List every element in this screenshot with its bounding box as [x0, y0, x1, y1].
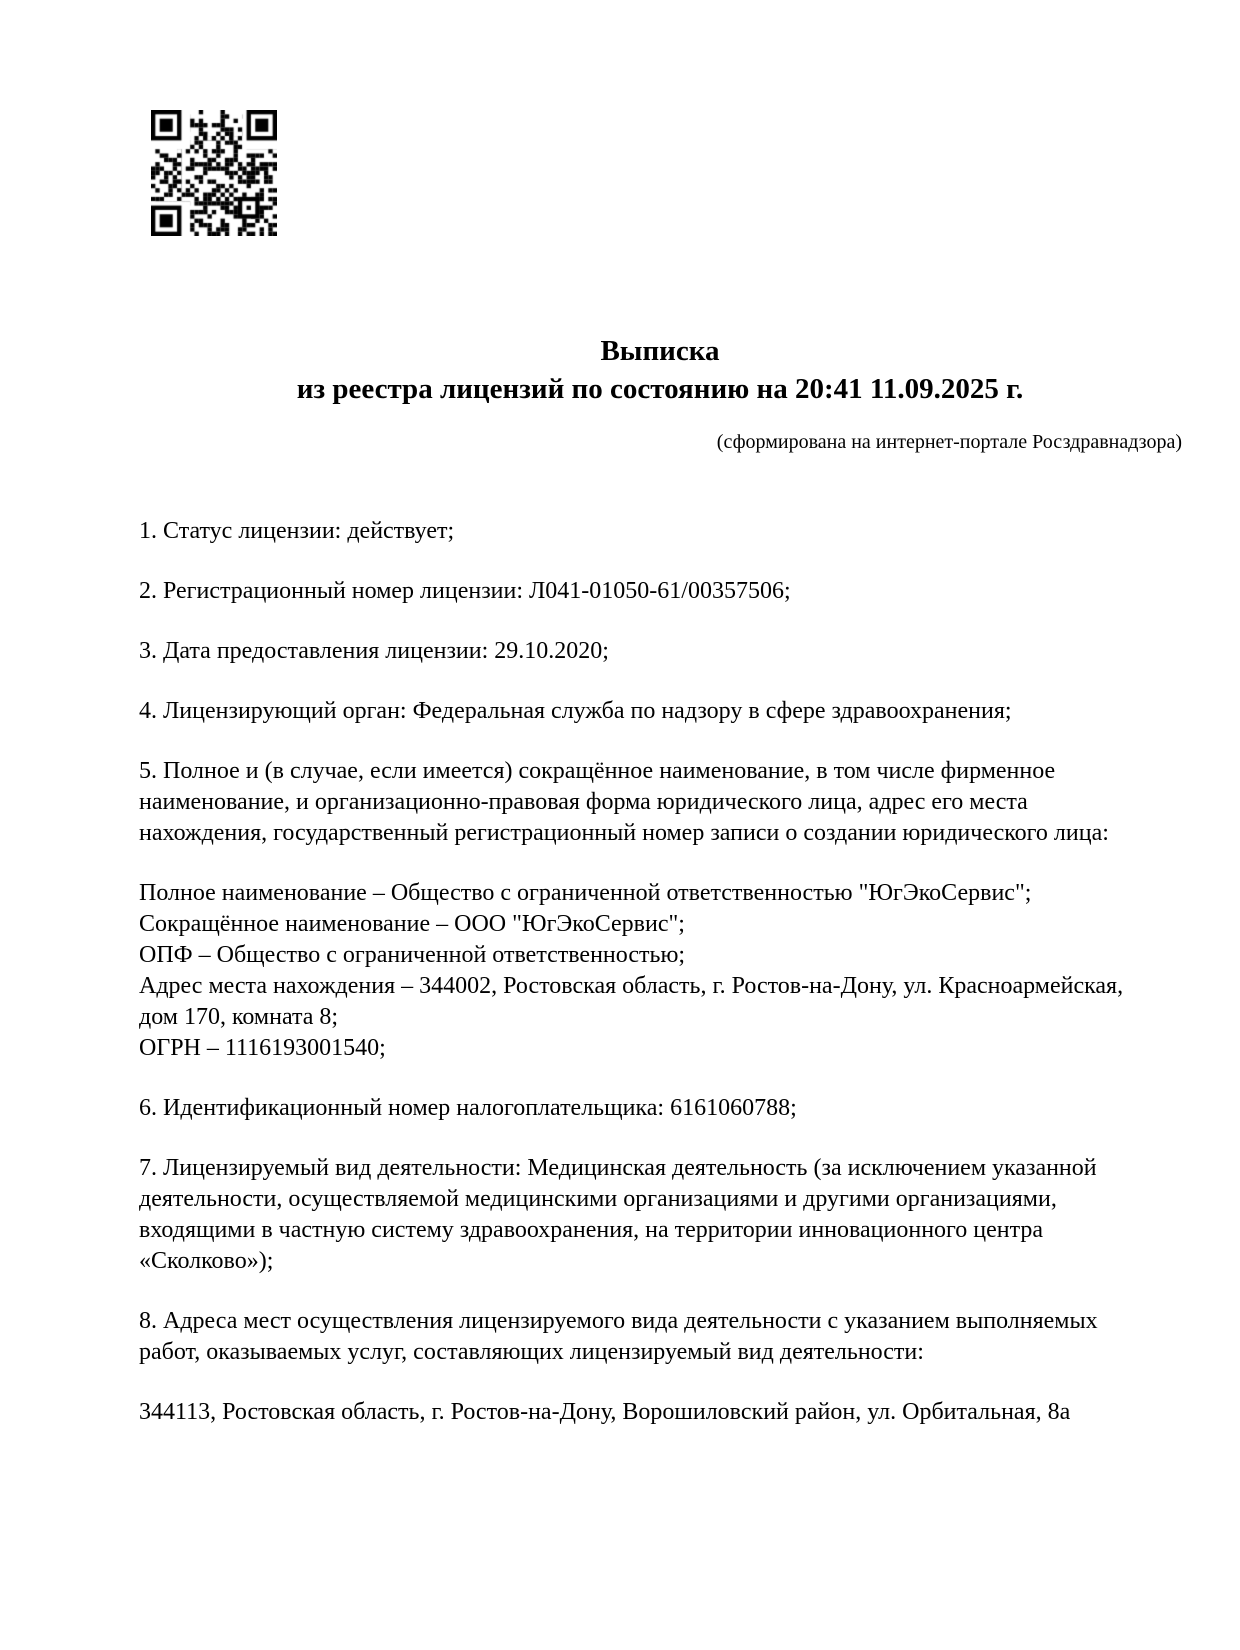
item-5-legal-entity-details [139, 878, 1201, 1064]
item-3-grant-date [139, 636, 1201, 667]
item-6-taxpayer-number [139, 1093, 1201, 1124]
text-line: Сокращённое наименование – ООО "ЮгЭкоСервис"; [139, 911, 685, 937]
text-line: дом 170, комната 8; [139, 1004, 339, 1030]
item-8-activity-addresses-heading [139, 1306, 1201, 1368]
text-line: Полное наименование – Общество с ограниченной ответственностью "ЮгЭкоСервис"; [139, 880, 1032, 906]
text-line: ОГРН – 1116193001540; [139, 1035, 386, 1061]
text-line: 1. Статус лицензии: действует; [139, 518, 455, 544]
item-7-licensed-activity [139, 1153, 1201, 1277]
text-line: 4. Лицензирующий орган: Федеральная служба по надзору в сфере здравоохранения; [139, 698, 1012, 724]
text-line: работ, оказываемых услуг, составляющих лицензируемый вид деятельности: [139, 1339, 924, 1365]
text-line: 3. Дата предоставления лицензии: 29.10.2020; [139, 638, 609, 664]
text-line: 7. Лицензируемый вид деятельности: Медицинская деятельность (за исключением указанной [139, 1155, 1097, 1181]
text-line: 5. Полное и (в случае, если имеется) сокращённое наименование, в том числе фирменное [139, 758, 1056, 784]
text-line: 8. Адреса мест осуществления лицензируемого вида деятельности с указанием выполняемых [139, 1308, 1098, 1334]
text-line: ОПФ – Общество с ограниченной ответственностью; [139, 942, 686, 968]
document-title [140, 332, 1180, 408]
qr-code-icon [151, 110, 277, 236]
item-1-license-status [139, 516, 1201, 547]
document-title-line2: из реестра лицензий по состоянию на 20:41 11.09.2025 г. [296, 373, 1024, 405]
text-line: 2. Регистрационный номер лицензии: Л041-01050-61/00357506; [139, 578, 791, 604]
item-8-activity-address [139, 1397, 1201, 1428]
text-line: 6. Идентификационный номер налогоплательщика: 6161060788; [139, 1095, 797, 1121]
text-line: 344113, Ростовская область, г. Ростов-на-Дону, Ворошиловский район, ул. Орбитальная, 8а [139, 1399, 1071, 1425]
text-line: входящими в частную систему здравоохранения, на территории инновационного центра [139, 1217, 1044, 1243]
generated-note: (сформирована на интернет-портале Росздравнадзора) [716, 431, 1182, 453]
item-4-licensing-authority [139, 696, 1201, 727]
text-line: «Сколково»); [139, 1248, 274, 1274]
item-2-registration-number [139, 576, 1201, 607]
document-title-line1: Выписка [600, 335, 720, 367]
text-line: Адрес места нахождения – 344002, Ростовская область, г. Ростов-на-Дону, ул. Красноармейская, [139, 973, 1124, 999]
text-line: деятельности, осуществляемой медицинскими организациями и другими организациями, [139, 1186, 1057, 1212]
text-line: наименование, и организационно-правовая форма юридического лица, адрес его места [139, 789, 1028, 815]
item-5-legal-entity-heading [139, 756, 1201, 849]
document-body [139, 516, 1201, 1457]
text-line: нахождения, государственный регистрационный номер записи о создании юридического лица: [139, 820, 1109, 846]
